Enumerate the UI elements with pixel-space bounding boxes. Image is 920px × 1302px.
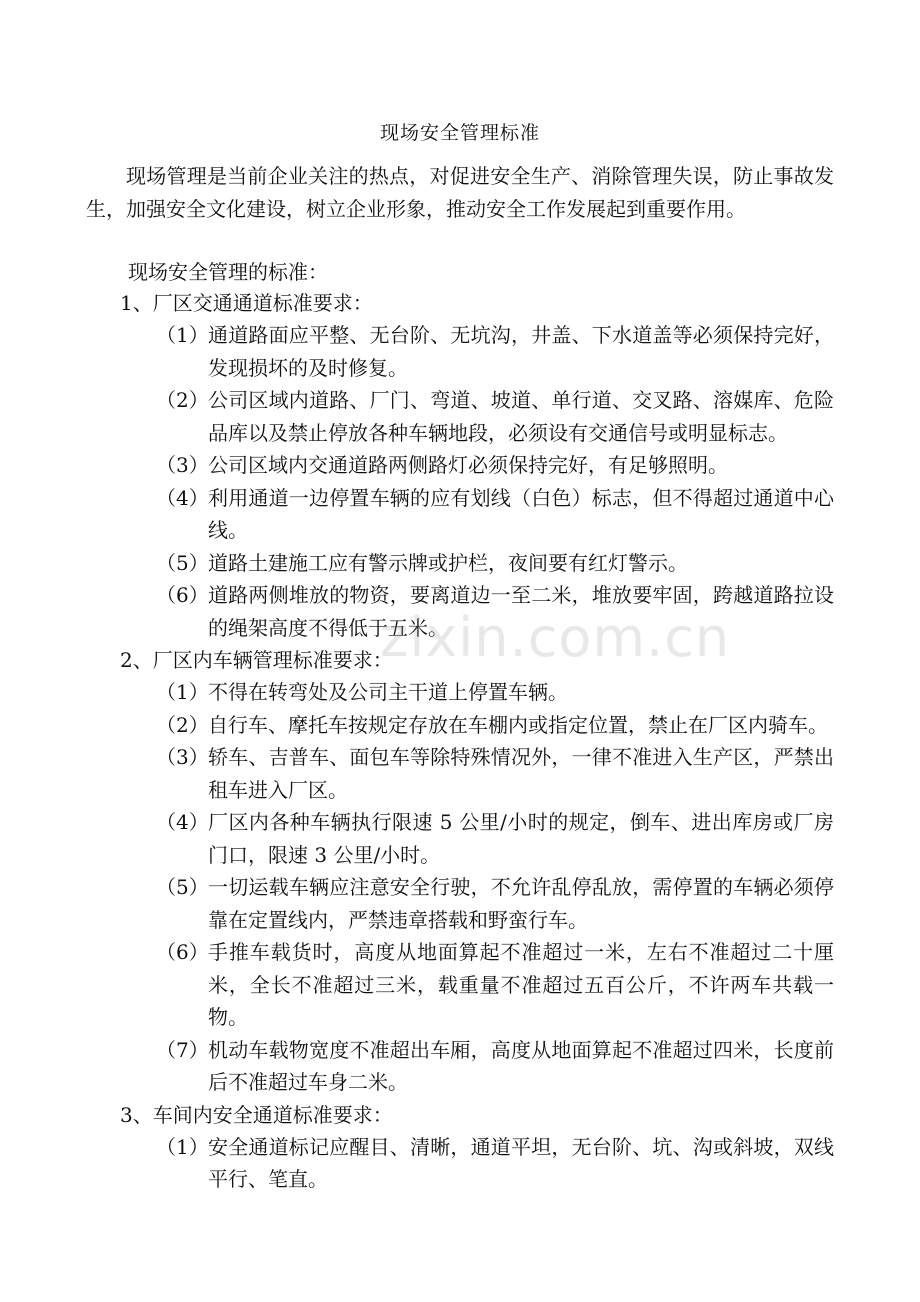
watermark: zixin.com.cn xyxy=(380,606,731,669)
item-text: 机动车载物宽度不准超出车厢，高度从地面算起不准超过四米，长度前后不准超过车身二米。 xyxy=(208,1037,834,1094)
item-text: 一切运载车辆应注意安全行驶，不允许乱停乱放，需停置的车辆必须停靠在定置线内，严禁违章搭载和野蛮行车。 xyxy=(208,875,834,932)
item-number: （6） xyxy=(156,940,209,964)
item-text: 公司区域内道路、厂门、弯道、坡道、单行道、交叉路、溶媒库、危险品库以及禁止停放各种车辆地段，必须设有交通信号或明显标志。 xyxy=(208,388,834,445)
section-heading: 1、厂区交通通道标准要求： xyxy=(120,291,373,315)
item-text: 道路土建施工应有警示牌或护栏，夜间要有红灯警示。 xyxy=(208,550,688,575)
list-item xyxy=(0,676,920,709)
item-number: （1） xyxy=(156,680,209,704)
list-item xyxy=(0,871,920,936)
item-number: （3） xyxy=(156,453,209,477)
item-number: （4） xyxy=(156,485,209,510)
intro-paragraph: 现场管理是当前企业关注的热点，对促进安全生产、消除管理失误，防止事故发生，加强安全文化建设，树立企业形象，推动安全工作发展起到重要作用。 xyxy=(86,164,834,221)
list-item xyxy=(0,936,920,1034)
item-number: （1） xyxy=(156,1134,209,1159)
item-text: 利用通道一边停置车辆的应有划线（白色）标志，但不得超过通道中心线。 xyxy=(208,485,834,542)
item-number: （1） xyxy=(156,323,209,347)
list-item xyxy=(0,449,920,482)
item-number: （5） xyxy=(156,550,209,575)
sections-container xyxy=(0,287,920,1196)
document-title: 现场安全管理标准 xyxy=(379,122,540,144)
item-number: （2） xyxy=(156,388,209,412)
item-number: （7） xyxy=(156,1037,209,1062)
item-text: 安全通道标记应醒目、清晰，通道平坦，无台阶、坑、沟或斜坡，双线平行、笔直。 xyxy=(208,1134,834,1191)
list-item xyxy=(0,1131,920,1196)
item-text: 不得在转弯处及公司主干道上停置车辆。 xyxy=(208,680,568,704)
item-number: （5） xyxy=(156,875,209,899)
list-item xyxy=(0,482,920,547)
item-text: 手推车载货时，高度从地面算起不准超过一米，左右不准超过二十厘米，全长不准超过三米，载重量不准超过五百公斤，不许两车共载一物。 xyxy=(208,940,834,1029)
list-item xyxy=(0,709,920,742)
item-number: （3） xyxy=(156,745,209,769)
item-number: （2） xyxy=(156,712,209,737)
item-number: （6） xyxy=(156,583,209,607)
list-item xyxy=(0,319,920,384)
item-text: 轿车、吉普车、面包车等除特殊情况外，一律不准进入生产区，严禁出租车进入厂区。 xyxy=(208,745,834,802)
list-item xyxy=(0,741,920,806)
item-text: 自行车、摩托车按规定存放在车棚内或指定位置，禁止在厂区内骑车。 xyxy=(208,712,828,737)
list-item xyxy=(0,384,920,449)
item-text: 厂区内各种车辆执行限速 5 公里/小时的规定，倒车、进出库房或厂房门口，限速 3 公里/小时。 xyxy=(208,810,834,867)
standards-lead: 现场安全管理的标准： xyxy=(128,260,328,284)
section-heading: 2、厂区内车辆管理标准要求： xyxy=(120,648,393,672)
item-text: 道路两侧堆放的物资，要离道边一至二米，堆放要牢固，跨越道路拉设的绳架高度不得低于五米。 xyxy=(208,583,834,640)
item-text: 公司区域内交通道路两侧路灯必须保持完好，有足够照明。 xyxy=(208,453,728,477)
list-item xyxy=(0,547,920,580)
list-item xyxy=(0,1034,920,1099)
list-item xyxy=(0,806,920,871)
list-item xyxy=(0,579,920,644)
item-number: （4） xyxy=(156,810,209,834)
section-heading: 3、车间内安全通道标准要求： xyxy=(120,1102,393,1127)
item-text: 通道路面应平整、无台阶、无坑沟，井盖、下水道盖等必须保持完好，发现损坏的及时修复。 xyxy=(208,323,834,380)
